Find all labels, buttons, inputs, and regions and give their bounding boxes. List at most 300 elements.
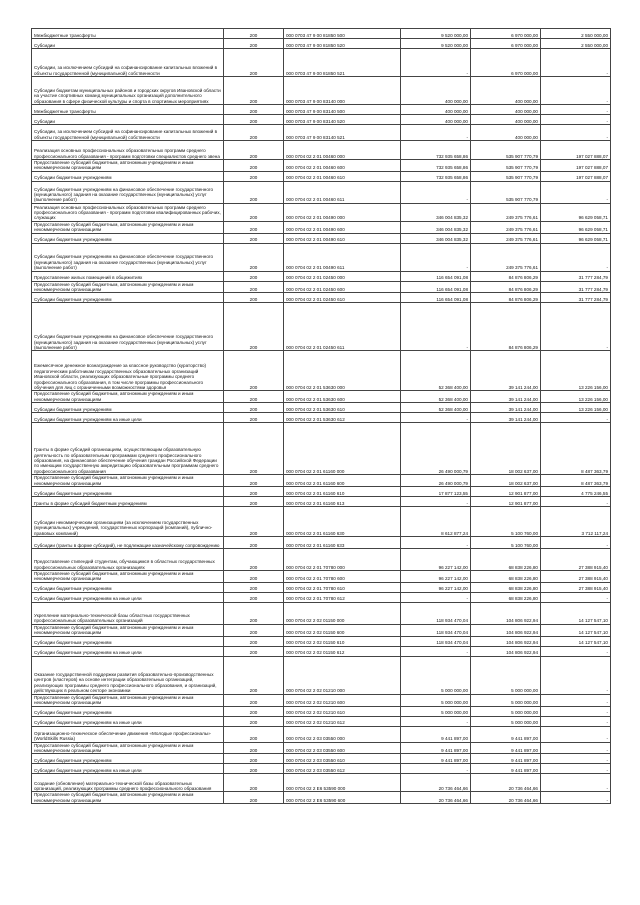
row-value-2: 249 375 776,61 bbox=[471, 233, 541, 243]
table-row bbox=[32, 221, 611, 233]
row-value-1: 400 000,00 bbox=[401, 105, 471, 115]
table-row bbox=[32, 624, 611, 636]
row-value-2: 9 441 897,00 bbox=[471, 764, 541, 774]
row-value-3: 14 127 547,10 bbox=[541, 624, 611, 636]
table-row bbox=[32, 413, 611, 423]
row-code: 200 bbox=[224, 475, 284, 487]
table-row bbox=[32, 636, 611, 646]
row-value-2: 104 806 922,94 bbox=[471, 636, 541, 646]
row-name: Субсидии бюджетам муниципальных районов и городских округов Ивановской области на участие спортивных команд муниципальных организаций дополнительного образования в сфере физической культуры и спорта в спортивных мероприятиях bbox=[32, 77, 224, 105]
row-value-2: 6 970 000,00 bbox=[471, 49, 541, 77]
row-code: 200 bbox=[224, 571, 284, 583]
row-code: 200 bbox=[224, 726, 284, 742]
table-row bbox=[32, 694, 611, 706]
row-csr-code: 000 0704 02 2 01 02450 600 bbox=[284, 281, 401, 293]
table-row bbox=[32, 160, 611, 172]
row-value-3: 4 775 246,55 bbox=[541, 487, 611, 497]
row-name: Предоставление субсидий бюджетным, автономным учреждениям и иным некоммерческим организациям bbox=[32, 571, 224, 583]
table-row bbox=[32, 537, 611, 549]
table-row bbox=[32, 582, 611, 592]
row-name: Реализация основных профессиональных образовательных программ среднего профессионального образования - программ подготовки квалифицированных рабочих, служащих bbox=[32, 203, 224, 221]
row-name: Субсидии, за исключением субсидий на софинансирование капитальных вложений в объекты государственной (муниципальной) собственности bbox=[32, 49, 224, 77]
row-name: Субсидии бюджетным учреждениям bbox=[32, 233, 224, 243]
row-value-3: 197 027 888,07 bbox=[541, 141, 611, 160]
row-code: 200 bbox=[224, 549, 284, 571]
row-value-3: - bbox=[541, 656, 611, 694]
row-value-1: 732 935 658,86 bbox=[401, 171, 471, 181]
table-row bbox=[32, 507, 611, 537]
row-name: Субсидии бюджетным учреждениям bbox=[32, 706, 224, 716]
row-value-1: 9 520 000,00 bbox=[401, 29, 471, 39]
table-row bbox=[32, 115, 611, 125]
row-csr-code: 000 0704 02 2 01 70780 612 bbox=[284, 592, 401, 602]
row-code: 200 bbox=[224, 125, 284, 141]
row-code: 200 bbox=[224, 582, 284, 592]
row-value-2: 400 000,00 bbox=[471, 105, 541, 115]
row-value-2: 84 876 806,29 bbox=[471, 271, 541, 281]
row-value-3: - bbox=[541, 181, 611, 203]
row-csr-code: 000 0704 02 2 02 01210 612 bbox=[284, 716, 401, 726]
row-name: Организационно-техническое обеспечение движения «Молодые профессионалы» (WorldSkills Russia) bbox=[32, 726, 224, 742]
table-row bbox=[32, 549, 611, 571]
row-name: Предоставление субсидий бюджетным, автономным учреждениям и иным некоммерческим организациям bbox=[32, 391, 224, 403]
row-csr-code: 000 0704 02 2 01 02450 610 bbox=[284, 293, 401, 303]
row-csr-code: 000 0704 02 2 01 02450 611 bbox=[284, 303, 401, 351]
row-value-3: 96 629 058,71 bbox=[541, 203, 611, 221]
row-name: Предоставление субсидий бюджетным, автономным учреждениям и иным некоммерческим организациям bbox=[32, 694, 224, 706]
row-name: Реализация основных профессиональных образовательных программ среднего профессионального образования - программ подготовки специалистов среднего звена bbox=[32, 141, 224, 160]
row-name: Субсидии bbox=[32, 115, 224, 125]
row-value-1: - bbox=[401, 646, 471, 656]
row-csr-code: 000 0704 02 2 01 61160 600 bbox=[284, 475, 401, 487]
row-code: 200 bbox=[224, 293, 284, 303]
row-value-2: 39 141 244,00 bbox=[471, 413, 541, 423]
row-csr-code: 000 0703 47 9 00 83140 520 bbox=[284, 115, 401, 125]
row-name: Гранты в форме субсидий бюджетным учреждениям bbox=[32, 497, 224, 507]
row-name: Предоставление субсидий бюджетным, автономным учреждениям и иным некоммерческим организациям bbox=[32, 221, 224, 233]
row-name: Межбюджетные трансферты bbox=[32, 29, 224, 39]
row-code: 200 bbox=[224, 233, 284, 243]
row-value-2: 400 000,00 bbox=[471, 115, 541, 125]
row-value-3: 197 027 888,07 bbox=[541, 171, 611, 181]
row-value-2: 20 736 464,66 bbox=[471, 792, 541, 804]
table-row bbox=[32, 243, 611, 271]
row-value-1: - bbox=[401, 716, 471, 726]
row-code: 200 bbox=[224, 694, 284, 706]
row-value-1: - bbox=[401, 592, 471, 602]
row-name: Субсидии бюджетным учреждениям на финансовое обеспечение государственного (муниципального) задания на оказание государственных (муниципальных) услуг (выполнение работ) bbox=[32, 243, 224, 271]
row-value-2: 84 876 806,29 bbox=[471, 303, 541, 351]
row-value-2: 104 806 922,94 bbox=[471, 624, 541, 636]
table-row bbox=[32, 351, 611, 391]
row-name: Ежемесячное денежное вознаграждение за классное руководство (кураторство) педагогическим работникам государственных образовательных организаций Ивановской области, реализующих образовательные программы среднего профессионального образования, в том числе программы профессионального обучения для лиц с ограниченными возможностями здоровья bbox=[32, 351, 224, 391]
row-value-1: - bbox=[401, 49, 471, 77]
table-row bbox=[32, 602, 611, 624]
row-csr-code: 000 0704 02 2 01 00460 600 bbox=[284, 160, 401, 172]
row-value-1: - bbox=[401, 497, 471, 507]
row-csr-code: 000 0704 02 2 01 70780 000 bbox=[284, 549, 401, 571]
row-csr-code: 000 0704 02 2 01 00460 611 bbox=[284, 181, 401, 203]
row-value-1: 96 227 142,00 bbox=[401, 549, 471, 571]
row-value-1: 118 934 470,04 bbox=[401, 602, 471, 624]
row-value-3: - bbox=[541, 105, 611, 115]
row-name: Межбюджетные трансферты bbox=[32, 105, 224, 115]
row-code: 200 bbox=[224, 77, 284, 105]
row-value-3: - bbox=[541, 706, 611, 716]
row-csr-code: 000 0704 02 2 03 03550 610 bbox=[284, 754, 401, 764]
row-code: 200 bbox=[224, 592, 284, 602]
row-value-2: 535 907 770,79 bbox=[471, 171, 541, 181]
row-value-3: 14 127 547,10 bbox=[541, 602, 611, 624]
row-value-2: 9 441 897,00 bbox=[471, 742, 541, 754]
row-value-3: 13 226 156,00 bbox=[541, 391, 611, 403]
row-csr-code: 000 0703 47 9 00 81850 500 bbox=[284, 29, 401, 39]
row-code: 200 bbox=[224, 774, 284, 792]
row-value-2: 249 375 776,61 bbox=[471, 243, 541, 271]
row-value-2: 39 141 244,00 bbox=[471, 391, 541, 403]
row-csr-code: 000 0704 02 2 01 61160 000 bbox=[284, 423, 401, 475]
row-value-1: - bbox=[401, 413, 471, 423]
table-row bbox=[32, 646, 611, 656]
row-name: Гранты в форме субсидий организациям, осуществляющим образовательную деятельность по образовательным программам среднего профессионального образования, на финансовое обеспечение обучения граждан Российской Федерации по имеющим государственную аккредитацию образовательным программам среднего профессионального образования bbox=[32, 423, 224, 475]
row-code: 200 bbox=[224, 39, 284, 49]
row-name: Субсидии бюджетным учреждениям bbox=[32, 582, 224, 592]
table-row bbox=[32, 105, 611, 115]
table-row bbox=[32, 497, 611, 507]
table-row bbox=[32, 141, 611, 160]
row-value-2: 400 000,00 bbox=[471, 125, 541, 141]
row-value-3: - bbox=[541, 243, 611, 271]
row-name: Субсидии бюджетным учреждениям bbox=[32, 487, 224, 497]
table-row bbox=[32, 271, 611, 281]
row-code: 200 bbox=[224, 497, 284, 507]
row-name: Субсидии, за исключением субсидий на софинансирование капитальных вложений в объекты государственной (муниципальной) собственности bbox=[32, 125, 224, 141]
row-csr-code: 000 0704 02 2 02 01210 600 bbox=[284, 694, 401, 706]
table-row bbox=[32, 792, 611, 804]
table-row bbox=[32, 391, 611, 403]
row-value-2: 5 100 760,00 bbox=[471, 507, 541, 537]
row-value-1: 5 000 000,00 bbox=[401, 706, 471, 716]
row-name: Субсидии бюджетным учреждениям на финансовое обеспечение государственного (муниципального) задания на оказание государственных (муниципальных) услуг (выполнение работ) bbox=[32, 303, 224, 351]
row-csr-code: 000 0704 02 2 02 01150 610 bbox=[284, 636, 401, 646]
row-value-2: 535 907 770,79 bbox=[471, 160, 541, 172]
row-value-1: 732 935 658,86 bbox=[401, 160, 471, 172]
row-value-1: 17 877 123,55 bbox=[401, 487, 471, 497]
table-row bbox=[32, 742, 611, 754]
row-name: Субсидии бюджетным учреждениям bbox=[32, 636, 224, 646]
row-csr-code: 000 0704 02 2 01 53630 612 bbox=[284, 413, 401, 423]
row-csr-code: 000 0704 02 2 02 01210 610 bbox=[284, 706, 401, 716]
row-code: 200 bbox=[224, 203, 284, 221]
row-value-1: - bbox=[401, 303, 471, 351]
row-value-3: 3 712 117,24 bbox=[541, 507, 611, 537]
row-value-1: 8 612 877,24 bbox=[401, 507, 471, 537]
row-value-1: - bbox=[401, 764, 471, 774]
row-name: Субсидии бюджетным учреждениям bbox=[32, 754, 224, 764]
table-row bbox=[32, 716, 611, 726]
row-value-3: 31 777 284,79 bbox=[541, 293, 611, 303]
table-row bbox=[32, 487, 611, 497]
row-code: 200 bbox=[224, 49, 284, 77]
row-value-2: 84 876 806,29 bbox=[471, 281, 541, 293]
row-value-3: - bbox=[541, 646, 611, 656]
row-value-3: 14 127 547,10 bbox=[541, 636, 611, 646]
row-value-1: 400 000,00 bbox=[401, 77, 471, 105]
table-row bbox=[32, 29, 611, 39]
row-csr-code: 000 0704 02 2 02 01210 000 bbox=[284, 656, 401, 694]
row-value-1: 9 441 897,00 bbox=[401, 754, 471, 764]
row-csr-code: 000 0704 02 2 01 00460 610 bbox=[284, 171, 401, 181]
row-code: 200 bbox=[224, 115, 284, 125]
budget-report-page bbox=[31, 28, 610, 804]
row-value-2: 68 838 226,80 bbox=[471, 549, 541, 571]
row-value-1: 52 368 400,00 bbox=[401, 351, 471, 391]
row-value-2: 12 901 877,00 bbox=[471, 497, 541, 507]
row-name: Предоставление стипендий студентам, обучающимся в областных государственных профессиональных образовательных организациях bbox=[32, 549, 224, 571]
row-code: 200 bbox=[224, 423, 284, 475]
row-value-2: 18 002 637,00 bbox=[471, 423, 541, 475]
table-row bbox=[32, 475, 611, 487]
row-value-1: 346 004 835,32 bbox=[401, 221, 471, 233]
row-name: Субсидии бюджетным учреждениям bbox=[32, 171, 224, 181]
row-value-2: 39 141 244,00 bbox=[471, 403, 541, 413]
row-value-3: - bbox=[541, 726, 611, 742]
row-name: Предоставление субсидий бюджетным, автономным учреждениям и иным некоммерческим организациям bbox=[32, 281, 224, 293]
row-name: Субсидии бюджетным учреждениям на иные цели bbox=[32, 592, 224, 602]
row-name: Предоставление субсидий бюджетным, автономным учреждениям и иным некоммерческим организациям bbox=[32, 742, 224, 754]
row-value-1: 5 000 000,00 bbox=[401, 656, 471, 694]
row-csr-code: 000 0704 02 2 01 61160 633 bbox=[284, 537, 401, 549]
row-csr-code: 000 0704 02 2 03 03550 000 bbox=[284, 726, 401, 742]
row-csr-code: 000 0704 02 2 02 01150 000 bbox=[284, 602, 401, 624]
row-csr-code: 000 0704 02 2 01 00490 000 bbox=[284, 203, 401, 221]
row-value-1: 116 654 091,08 bbox=[401, 293, 471, 303]
row-value-1: 5 000 000,00 bbox=[401, 694, 471, 706]
row-value-1: 116 654 091,08 bbox=[401, 271, 471, 281]
row-value-2: 84 876 806,29 bbox=[471, 293, 541, 303]
row-csr-code: 000 0704 02 2 01 00490 611 bbox=[284, 243, 401, 271]
table-row bbox=[32, 754, 611, 764]
row-code: 200 bbox=[224, 602, 284, 624]
row-csr-code: 000 0704 02 2 Е6 53590 000 bbox=[284, 774, 401, 792]
row-value-1: 96 227 142,00 bbox=[401, 571, 471, 583]
row-value-3: - bbox=[541, 115, 611, 125]
table-row bbox=[32, 49, 611, 77]
row-value-3: 96 629 058,71 bbox=[541, 233, 611, 243]
row-code: 200 bbox=[224, 141, 284, 160]
table-row bbox=[32, 656, 611, 694]
row-value-3: 27 388 915,40 bbox=[541, 571, 611, 583]
table-row bbox=[32, 181, 611, 203]
row-code: 200 bbox=[224, 351, 284, 391]
row-code: 200 bbox=[224, 646, 284, 656]
row-value-3: 13 226 156,00 bbox=[541, 403, 611, 413]
row-value-2: 6 970 000,00 bbox=[471, 39, 541, 49]
row-csr-code: 000 0704 02 2 01 61160 613 bbox=[284, 497, 401, 507]
row-value-1: 118 934 470,04 bbox=[401, 636, 471, 646]
row-name: Субсидии некоммерческим организациям (за исключением государственных (муниципальных) учреждений, государственных корпораций (компаний), публично-правовых компаний) bbox=[32, 507, 224, 537]
row-name: Субсидии бюджетным учреждениям bbox=[32, 403, 224, 413]
row-code: 200 bbox=[224, 403, 284, 413]
row-code: 200 bbox=[224, 281, 284, 293]
row-value-2: 9 441 897,00 bbox=[471, 754, 541, 764]
row-value-1: 20 736 464,66 bbox=[401, 774, 471, 792]
row-value-3: - bbox=[541, 592, 611, 602]
row-code: 200 bbox=[224, 507, 284, 537]
row-value-3: - bbox=[541, 716, 611, 726]
row-csr-code: 000 0704 02 2 01 00490 600 bbox=[284, 221, 401, 233]
row-csr-code: 000 0704 02 2 01 02450 000 bbox=[284, 271, 401, 281]
row-code: 200 bbox=[224, 221, 284, 233]
row-value-1: 400 000,00 bbox=[401, 115, 471, 125]
table-row bbox=[32, 77, 611, 105]
row-value-3: 2 550 000,00 bbox=[541, 39, 611, 49]
row-value-2: 535 907 770,79 bbox=[471, 141, 541, 160]
row-name: Оказание государственной поддержки развития образовательно-производственных центров (кластеров) на основе интеграции образовательных организаций, реализующих программы среднего профессионального образования, и организаций, действующих в реальном секторе экономики bbox=[32, 656, 224, 694]
row-value-2: 20 736 464,66 bbox=[471, 774, 541, 792]
row-csr-code: 000 0704 02 2 01 53630 610 bbox=[284, 403, 401, 413]
row-code: 200 bbox=[224, 303, 284, 351]
row-value-3: 27 388 915,40 bbox=[541, 582, 611, 592]
table-row bbox=[32, 403, 611, 413]
row-csr-code: 000 0704 02 2 01 61160 630 bbox=[284, 507, 401, 537]
row-name: Субсидии бюджетным учреждениям на иные цели bbox=[32, 413, 224, 423]
row-value-1: - bbox=[401, 125, 471, 141]
row-value-2: 5 000 000,00 bbox=[471, 694, 541, 706]
table-row bbox=[32, 281, 611, 293]
row-code: 200 bbox=[224, 243, 284, 271]
row-value-3: - bbox=[541, 413, 611, 423]
row-value-3: - bbox=[541, 694, 611, 706]
row-value-3: - bbox=[541, 125, 611, 141]
row-code: 200 bbox=[224, 624, 284, 636]
row-csr-code: 000 0703 47 9 00 81850 520 bbox=[284, 39, 401, 49]
row-value-3: 8 487 363,79 bbox=[541, 475, 611, 487]
row-value-1: 26 490 000,79 bbox=[401, 423, 471, 475]
row-code: 200 bbox=[224, 391, 284, 403]
row-value-3: - bbox=[541, 742, 611, 754]
row-value-2: 68 838 226,80 bbox=[471, 582, 541, 592]
row-csr-code: 000 0704 02 2 03 03550 612 bbox=[284, 764, 401, 774]
row-value-3: 31 777 284,79 bbox=[541, 281, 611, 293]
row-value-3: - bbox=[541, 792, 611, 804]
row-value-1: - bbox=[401, 243, 471, 271]
row-value-1: 346 004 835,32 bbox=[401, 233, 471, 243]
row-value-2: 39 141 244,00 bbox=[471, 351, 541, 391]
row-csr-code: 000 0704 02 2 01 70780 600 bbox=[284, 571, 401, 583]
row-name: Укрепление материально-технической базы областных государственных профессиональных образовательных организаций bbox=[32, 602, 224, 624]
row-value-3: 8 487 363,79 bbox=[541, 423, 611, 475]
row-code: 200 bbox=[224, 706, 284, 716]
row-value-1: 26 490 000,79 bbox=[401, 475, 471, 487]
row-csr-code: 000 0704 02 2 01 61160 610 bbox=[284, 487, 401, 497]
row-value-1: 9 441 897,00 bbox=[401, 742, 471, 754]
row-value-2: 18 002 637,00 bbox=[471, 475, 541, 487]
row-value-3: - bbox=[541, 537, 611, 549]
row-value-3: 13 226 156,00 bbox=[541, 351, 611, 391]
table-row bbox=[32, 293, 611, 303]
row-value-2: 12 901 877,00 bbox=[471, 487, 541, 497]
row-value-2: 5 000 000,00 bbox=[471, 706, 541, 716]
row-code: 200 bbox=[224, 537, 284, 549]
row-value-1: 9 441 897,00 bbox=[401, 726, 471, 742]
row-value-3: 31 777 284,79 bbox=[541, 271, 611, 281]
row-value-1: 118 934 470,04 bbox=[401, 624, 471, 636]
row-code: 200 bbox=[224, 160, 284, 172]
row-value-3: - bbox=[541, 774, 611, 792]
row-value-3: - bbox=[541, 303, 611, 351]
row-value-1: 116 654 091,08 bbox=[401, 281, 471, 293]
table-row bbox=[32, 706, 611, 716]
table-row bbox=[32, 125, 611, 141]
row-csr-code: 000 0704 02 2 01 00490 610 bbox=[284, 233, 401, 243]
table-row bbox=[32, 303, 611, 351]
row-value-2: 535 907 770,79 bbox=[471, 181, 541, 203]
table-row bbox=[32, 571, 611, 583]
table-row bbox=[32, 764, 611, 774]
row-value-1: 20 736 464,66 bbox=[401, 792, 471, 804]
row-name: Предоставление субсидий бюджетным, автономным учреждениям и иным некоммерческим организациям bbox=[32, 792, 224, 804]
budget-table bbox=[31, 28, 611, 804]
row-value-3: - bbox=[541, 77, 611, 105]
row-code: 200 bbox=[224, 656, 284, 694]
row-code: 200 bbox=[224, 792, 284, 804]
table-row bbox=[32, 774, 611, 792]
row-name: Предоставление субсидий бюджетным, автономным учреждениям и иным некоммерческим организациям bbox=[32, 475, 224, 487]
row-csr-code: 000 0704 02 2 Е6 53590 600 bbox=[284, 792, 401, 804]
row-value-1: 732 935 658,86 bbox=[401, 141, 471, 160]
row-value-3: - bbox=[541, 49, 611, 77]
row-code: 200 bbox=[224, 271, 284, 281]
row-value-2: 249 375 776,61 bbox=[471, 203, 541, 221]
row-value-2: 104 806 922,94 bbox=[471, 646, 541, 656]
row-value-3: 96 629 058,71 bbox=[541, 221, 611, 233]
row-csr-code: 000 0704 02 2 03 03550 600 bbox=[284, 742, 401, 754]
row-code: 200 bbox=[224, 636, 284, 646]
row-value-3: - bbox=[541, 754, 611, 764]
row-csr-code: 000 0703 47 9 00 83140 000 bbox=[284, 77, 401, 105]
row-name: Субсидии бюджетным учреждениям bbox=[32, 293, 224, 303]
row-value-1: 346 004 835,32 bbox=[401, 203, 471, 221]
row-value-2: 5 000 000,00 bbox=[471, 656, 541, 694]
row-code: 200 bbox=[224, 742, 284, 754]
table-row bbox=[32, 171, 611, 181]
row-code: 200 bbox=[224, 716, 284, 726]
row-name: Субсидии бюджетным учреждениям на иные цели bbox=[32, 716, 224, 726]
row-name: Предоставление субсидий бюджетным, автономным учреждениям и иным некоммерческим организациям bbox=[32, 624, 224, 636]
row-code: 200 bbox=[224, 171, 284, 181]
row-csr-code: 000 0703 47 9 00 83140 521 bbox=[284, 125, 401, 141]
row-csr-code: 000 0703 47 9 00 81850 521 bbox=[284, 49, 401, 77]
row-csr-code: 000 0704 02 2 01 53630 000 bbox=[284, 351, 401, 391]
row-name: Субсидии бюджетным учреждениям на финансовое обеспечение государственного (муниципального) задания на оказание государственных (муниципальных) услуг (выполнение работ) bbox=[32, 181, 224, 203]
row-code: 200 bbox=[224, 764, 284, 774]
row-code: 200 bbox=[224, 413, 284, 423]
row-value-2: 6 970 000,00 bbox=[471, 29, 541, 39]
row-value-2: 5 000 000,00 bbox=[471, 716, 541, 726]
row-value-2: 400 000,00 bbox=[471, 77, 541, 105]
row-value-1: - bbox=[401, 181, 471, 203]
row-value-1: 52 368 400,00 bbox=[401, 403, 471, 413]
row-value-2: 68 838 226,80 bbox=[471, 592, 541, 602]
row-code: 200 bbox=[224, 29, 284, 39]
row-name: Субсидии бюджетным учреждениям на иные цели bbox=[32, 646, 224, 656]
row-name: Создание (обновление) материально-технической базы образовательных организаций, реализующих программы среднего профессионального образования bbox=[32, 774, 224, 792]
table-row bbox=[32, 39, 611, 49]
row-value-1: 52 368 400,00 bbox=[401, 391, 471, 403]
row-code: 200 bbox=[224, 754, 284, 764]
row-value-2: 68 838 226,80 bbox=[471, 571, 541, 583]
